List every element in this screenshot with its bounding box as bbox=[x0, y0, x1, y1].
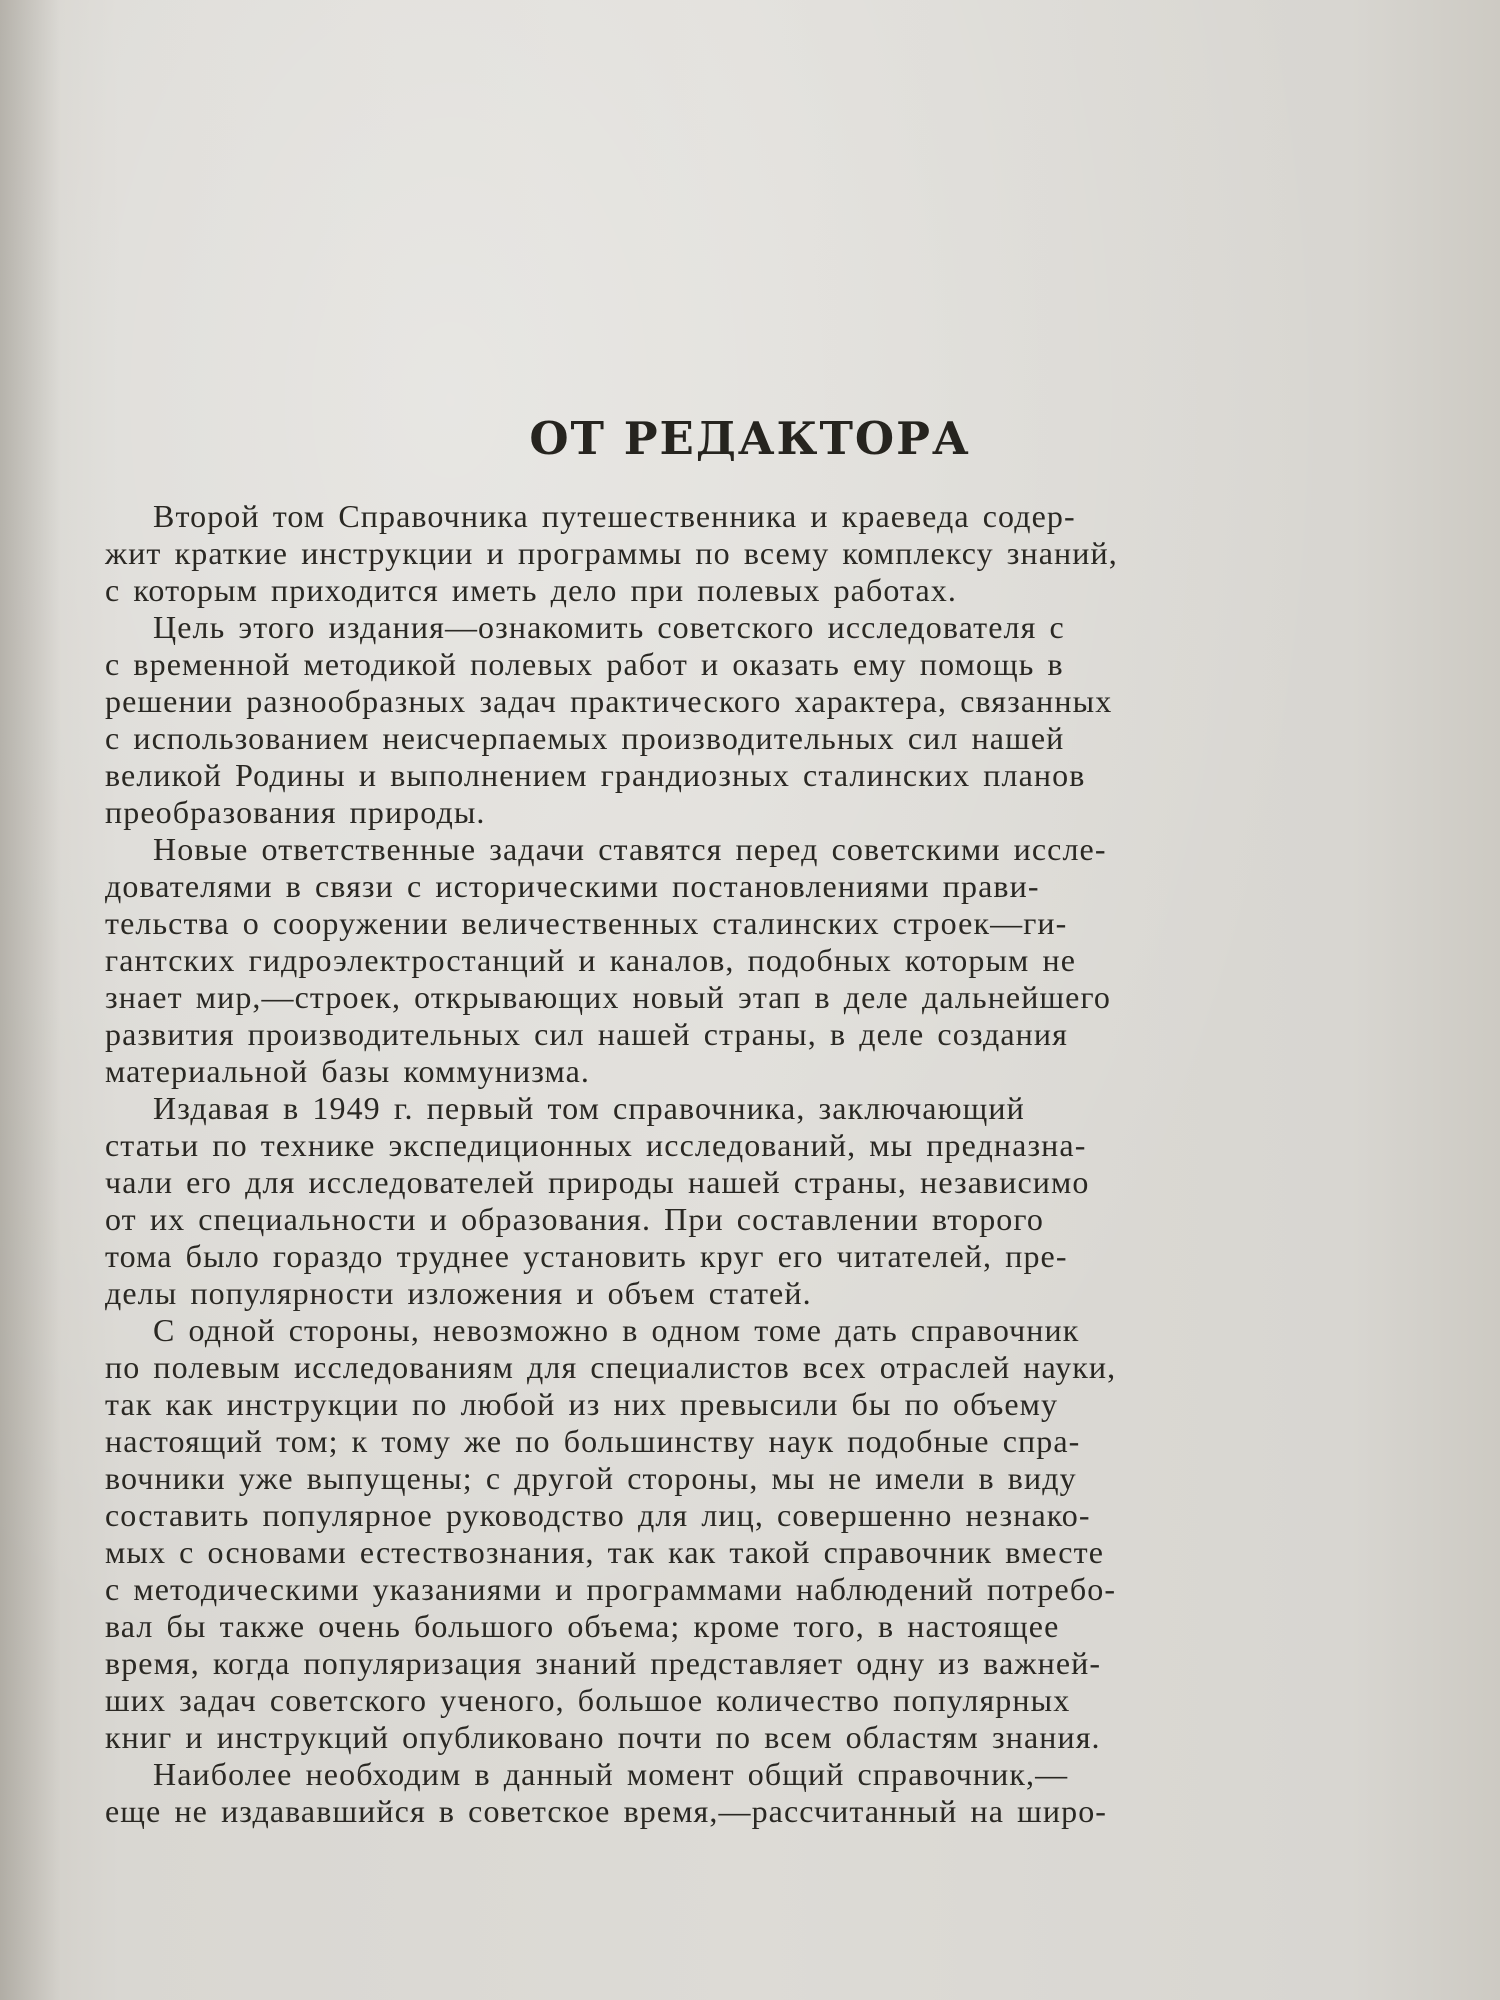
text-line: время, когда популяризация знаний представляет одну из важней- bbox=[105, 1645, 1102, 1681]
text-line: от их специальности и образования. При составлении второго bbox=[105, 1201, 1044, 1237]
text-line: делы популярности изложения и объем статей. bbox=[105, 1275, 812, 1311]
text-line: по полевым исследованиям для специалистов всех отраслей науки, bbox=[105, 1349, 1117, 1385]
text-line: Издавая в 1949 г. первый том справочника, заключающий bbox=[153, 1090, 1025, 1126]
text-line: с временной методикой полевых работ и оказать ему помощь в bbox=[105, 646, 1064, 682]
text-line: настоящий том; к тому же по большинству наук подобные спра- bbox=[105, 1423, 1081, 1459]
text-line: великой Родины и выполнением грандиозных сталинских планов bbox=[105, 757, 1086, 793]
page-title: ОТ РЕДАКТОРА bbox=[529, 412, 971, 465]
text-line: так как инструкции по любой из них превысили бы по объему bbox=[105, 1386, 1059, 1422]
text-line: вал бы также очень большого объема; кроме того, в настоящее bbox=[105, 1608, 1060, 1644]
text-line: знает мир,—строек, открывающих новый этап в деле дальнейшего bbox=[105, 979, 1112, 1015]
text-line: развития производительных сил нашей страны, в деле создания bbox=[105, 1016, 1068, 1052]
text-line: тельства о сооружении величественных сталинских строек—ги- bbox=[105, 905, 1068, 941]
text-line: материальной базы коммунизма. bbox=[105, 1053, 591, 1089]
text-line: тома было гораздо труднее установить круг его читателей, пре- bbox=[105, 1238, 1068, 1274]
text-line: преобразования природы. bbox=[105, 794, 486, 830]
text-line: жит краткие инструкции и программы по всему комплексу знаний, bbox=[105, 535, 1118, 571]
text-line: гантских гидроэлектростанций и каналов, подобных которым не bbox=[105, 942, 1077, 978]
text-line: Второй том Справочника путешественника и краеведа содер- bbox=[153, 498, 1076, 534]
body-text bbox=[105, 498, 1355, 1830]
text-line: с методическими указаниями и программами наблюдений потребо- bbox=[105, 1571, 1117, 1607]
text-line: решении разнообразных задач практического характера, связанных bbox=[105, 683, 1113, 719]
text-line: дователями в связи с историческими постановлениями прави- bbox=[105, 868, 1040, 904]
page-gutter-shadow bbox=[0, 0, 60, 2000]
text-line: статьи по технике экспедиционных исследований, мы предназна- bbox=[105, 1127, 1087, 1163]
text-line: книг и инструкций опубликовано почти по всем областям знания. bbox=[105, 1719, 1101, 1755]
text-line: С одной стороны, невозможно в одном томе дать справочник bbox=[153, 1312, 1080, 1348]
text-line: чали его для исследователей природы нашей страны, независимо bbox=[105, 1164, 1090, 1200]
text-line: ших задач советского ученого, большое количество популярных bbox=[105, 1682, 1071, 1718]
text-line: с использованием неисчерпаемых производительных сил нашей bbox=[105, 720, 1065, 756]
text-line: Цель этого издания—ознакомить советского исследователя с bbox=[153, 609, 1065, 645]
text-line: Новые ответственные задачи ставятся перед советскими иссле- bbox=[153, 831, 1107, 867]
text-line: мых с основами естествознания, так как такой справочник вместе bbox=[105, 1534, 1104, 1570]
text-line: составить популярное руководство для лиц, совершенно незнако- bbox=[105, 1497, 1091, 1533]
text-line: с которым приходится иметь дело при полевых работах. bbox=[105, 572, 958, 608]
text-line: Наиболее необходим в данный момент общий справочник,— bbox=[153, 1756, 1069, 1792]
text-line: еще не издававшийся в советское время,—рассчитанный на широ- bbox=[105, 1793, 1108, 1829]
text-line: вочники уже выпущены; с другой стороны, мы не имели в виду bbox=[105, 1460, 1077, 1496]
